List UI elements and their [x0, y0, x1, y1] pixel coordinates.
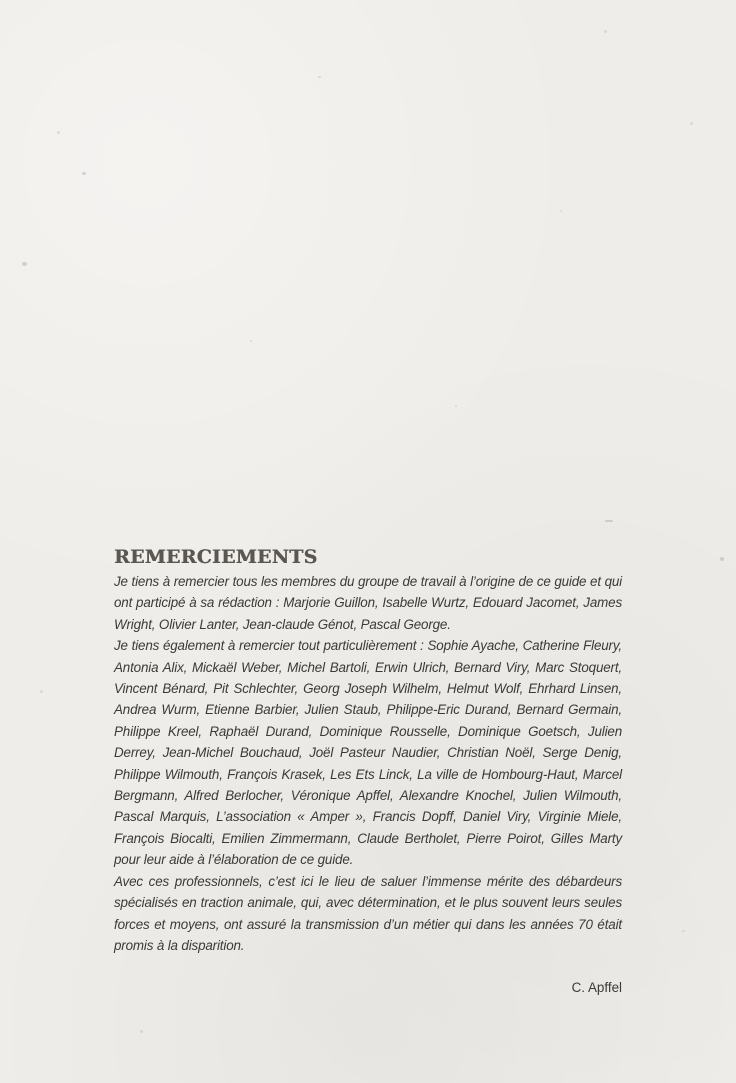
- paper-speck: [605, 520, 613, 522]
- paper-speck: [560, 210, 562, 212]
- paper-speck: [22, 262, 27, 266]
- paper-speck: [455, 405, 457, 407]
- paper-speck: [690, 122, 693, 125]
- paragraph-working-group: Je tiens à remercier tous les membres du groupe de travail à l’origine de ce guide et qui ont participé à sa rédaction : Marjorie Guillon, Isabelle Wurtz, Edouard Jacomet, James Wright, Olivier Lanter, Jean-claude Génot, Pascal George.: [114, 574, 622, 632]
- paper-speck: [318, 76, 321, 78]
- paper-speck: [57, 131, 60, 134]
- author-signature: C. Apffel: [571, 980, 622, 996]
- paper-speck: [82, 172, 86, 175]
- paragraph-thanks-list: Je tiens également à remercier tout particulièrement : Sophie Ayache, Catherine Fleury, Antonia Alix, Mickaël Weber, Michel Bartoli, Erwin Ulrich, Bernard Viry, Marc Stoquert, Vincent Bénard, Pit Schlechter, Georg Joseph Wilhelm, Helmut Wolf, Ehrhard Linsen, Andrea Wurm, Etienne Barbier, Julien Staub, Philippe-Eric Durand, Bernard Germain, Philippe Kreel, Raphaël Durand, Dominique Rousselle, Dominique Goetsch, Julien Derrey, Jean-Michel Bouchaud, Joël Pasteur Naudier, Christian Noël, Serge Denig, Philippe Wilmouth, François Krasek, Les Ets Linck, La ville de Hombourg-Haut, Marcel Bergmann, Alfred Berlocher, Véronique Apffel, Alexandre Knochel, Julien Wilmouth, Pascal Marquis, L’association « Amper », Francis Dopff, Daniel Viry, Virginie Miele, François Biocalti, Emilien Zimmermann, Claude Bertholet, Pierre Poirot, Gilles Marty pour leur aide à l’élaboration de ce guide.: [114, 638, 622, 868]
- paper-speck: [40, 690, 43, 693]
- section-heading: REMERCIEMENTS: [114, 546, 318, 568]
- paper-speck: [140, 1030, 143, 1033]
- paper-speck: [720, 557, 724, 561]
- paragraph-tribute: Avec ces professionnels, c’est ici le lieu de saluer l’immense mérite des débardeurs spécialisés en traction animale, qui, avec détermination, et le plus souvent leurs seules forces et moyens, ont assuré la transmission d’un métier qui dans les années 70 était promis à la disparition.: [114, 873, 622, 953]
- paper-speck: [604, 30, 607, 33]
- acknowledgements-section: [114, 545, 622, 998]
- paper-speck: [250, 340, 252, 342]
- paper-speck: [682, 930, 685, 932]
